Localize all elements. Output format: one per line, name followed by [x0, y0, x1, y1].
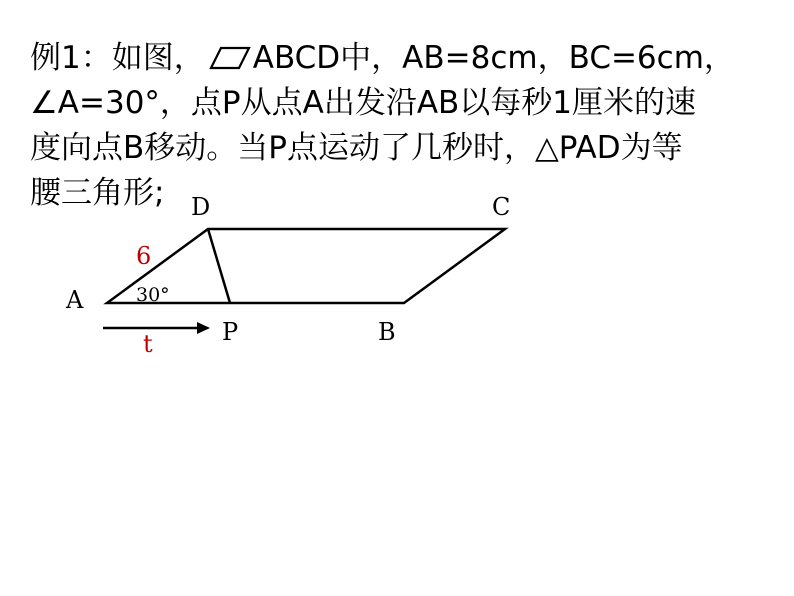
parallelogram-abcd: [107, 229, 505, 303]
problem-line-1: [30, 36, 770, 81]
problem-line-1-suffix: ABCD中，AB=8cm，BC=6cm，: [252, 40, 735, 76]
problem-text: [30, 36, 770, 216]
motion-time-label: t: [143, 330, 153, 358]
segment-dp: [208, 229, 230, 303]
vertex-label-p: P: [222, 318, 239, 346]
vertex-label-b: B: [378, 318, 396, 346]
problem-line-3: 度向点B移动。当P点运动了几秒时，△PAD为等: [30, 130, 683, 166]
vertex-label-c: C: [492, 193, 511, 221]
problem-line-2: ∠A=30°，点P从点A出发沿AB以每秒1厘米的速: [30, 85, 697, 121]
parallelogram-symbol-icon: [209, 46, 251, 70]
vertex-label-d: D: [191, 193, 211, 221]
vertex-label-a: A: [66, 286, 84, 314]
problem-line-4: 腰三角形;: [30, 175, 165, 211]
problem-line-1-prefix: 例1：如图，: [30, 40, 205, 76]
angle-a-label: 30°: [136, 284, 170, 306]
motion-arrow-head-icon: [197, 322, 210, 334]
side-ad-length-label: 6: [136, 242, 152, 270]
